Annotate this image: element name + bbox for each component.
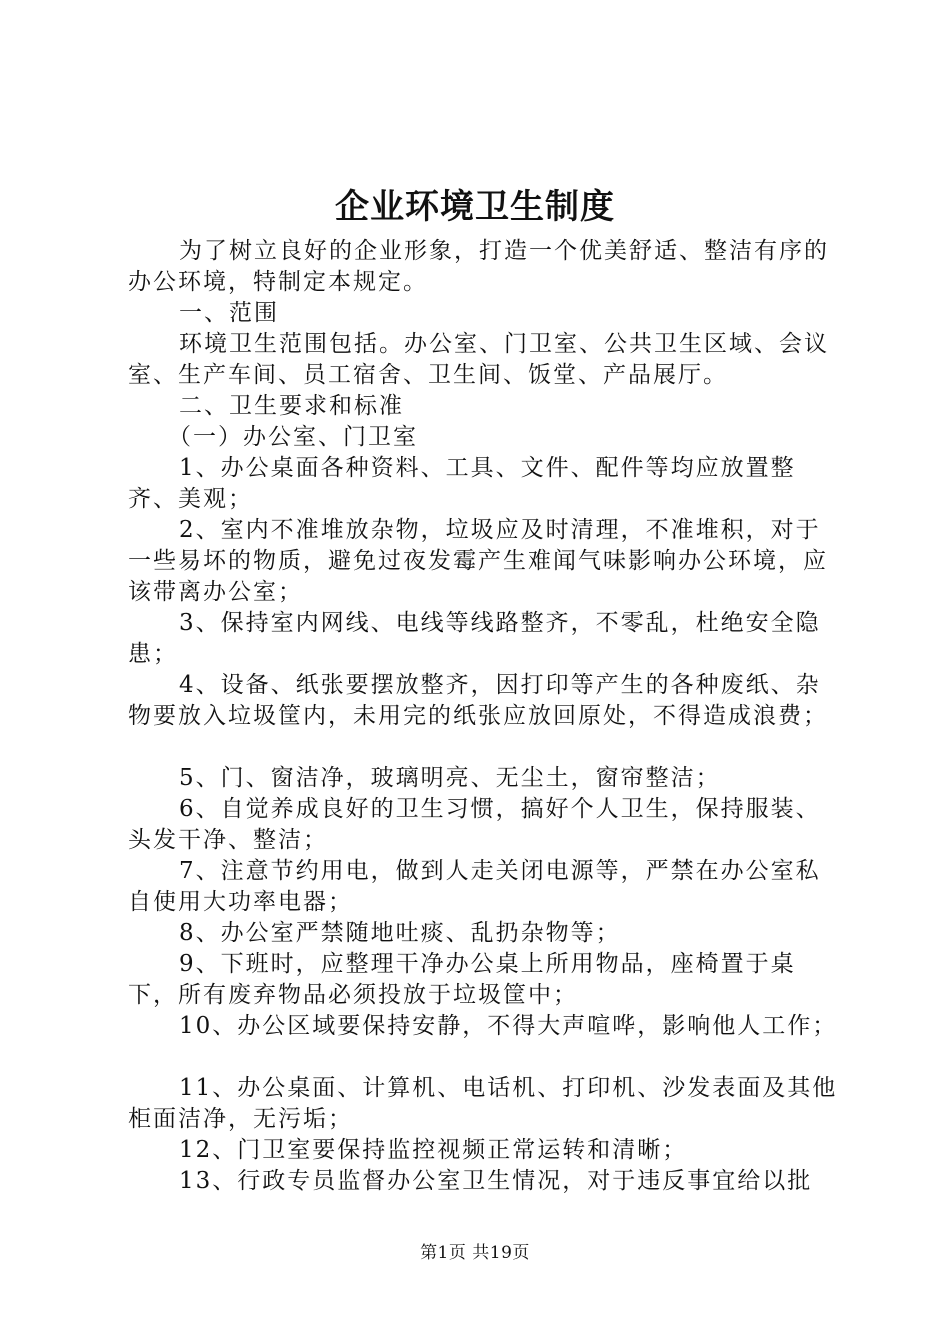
list-item: 2、室内不准堆放杂物，垃圾应及时清理，不准堆积，对于一些易坏的物质，避免过夜发霉产生难闻气味影响办公环境，应该带离办公室；: [128, 517, 828, 605]
list-item: 13、行政专员监督办公室卫生情况，对于违反事宜给以批: [179, 1168, 813, 1194]
section-heading-requirements: 二、卫生要求和标准: [179, 393, 404, 419]
list-item: 4、设备、纸张要摆放整齐，因打印等产生的各种废纸、杂物要放入垃圾筐内，未用完的纸张应放回原处，不得造成浪费；: [128, 672, 828, 729]
document-title: 企业环境卫生制度: [335, 187, 615, 227]
subsection-heading-office: （一）办公室、门卫室: [168, 424, 418, 450]
intro-paragraph: 为了树立良好的企业形象，打造一个优美舒适、整洁有序的办公环境，特制定本规定。: [128, 238, 829, 295]
list-item: 6、自觉养成良好的卫生习惯，搞好个人卫生，保持服装、头发干净、整洁；: [128, 796, 821, 853]
page-footer: 第1页 共19页: [420, 1243, 530, 1263]
list-item: 11、办公桌面、计算机、电话机、打印机、沙发表面及其他柜面洁净，无污垢；: [128, 1075, 838, 1132]
list-item: 12、门卫室要保持监控视频正常运转和清晰；: [179, 1137, 688, 1163]
list-item: 9、下班时，应整理干净办公桌上所用物品，座椅置于桌下，所有废弃物品必须投放于垃圾筐中；: [128, 951, 796, 1008]
document-body: [128, 236, 840, 1197]
list-item: 10、办公区域要保持安静，不得大声喧哗，影响他人工作；: [179, 1013, 838, 1039]
scope-paragraph: 环境卫生范围包括。办公室、门卫室、公共卫生区域、会议室、生产车间、员工宿舍、卫生间、饭堂、产品展厅。: [128, 331, 829, 388]
list-item: 3、保持室内网线、电线等线路整齐，不零乱，杜绝安全隐患；: [128, 610, 821, 667]
list-item: 8、办公室严禁随地吐痰、乱扔杂物等；: [179, 920, 621, 946]
list-item: 7、注意节约用电，做到人走关闭电源等，严禁在办公室私自使用大功率电器；: [128, 858, 821, 915]
list-item: 5、门、窗洁净，玻璃明亮、无尘土，窗帘整洁；: [179, 765, 721, 791]
list-item: 1、办公桌面各种资料、工具、文件、配件等均应放置整齐、美观；: [128, 455, 796, 512]
section-heading-scope: 一、范围: [179, 300, 279, 326]
